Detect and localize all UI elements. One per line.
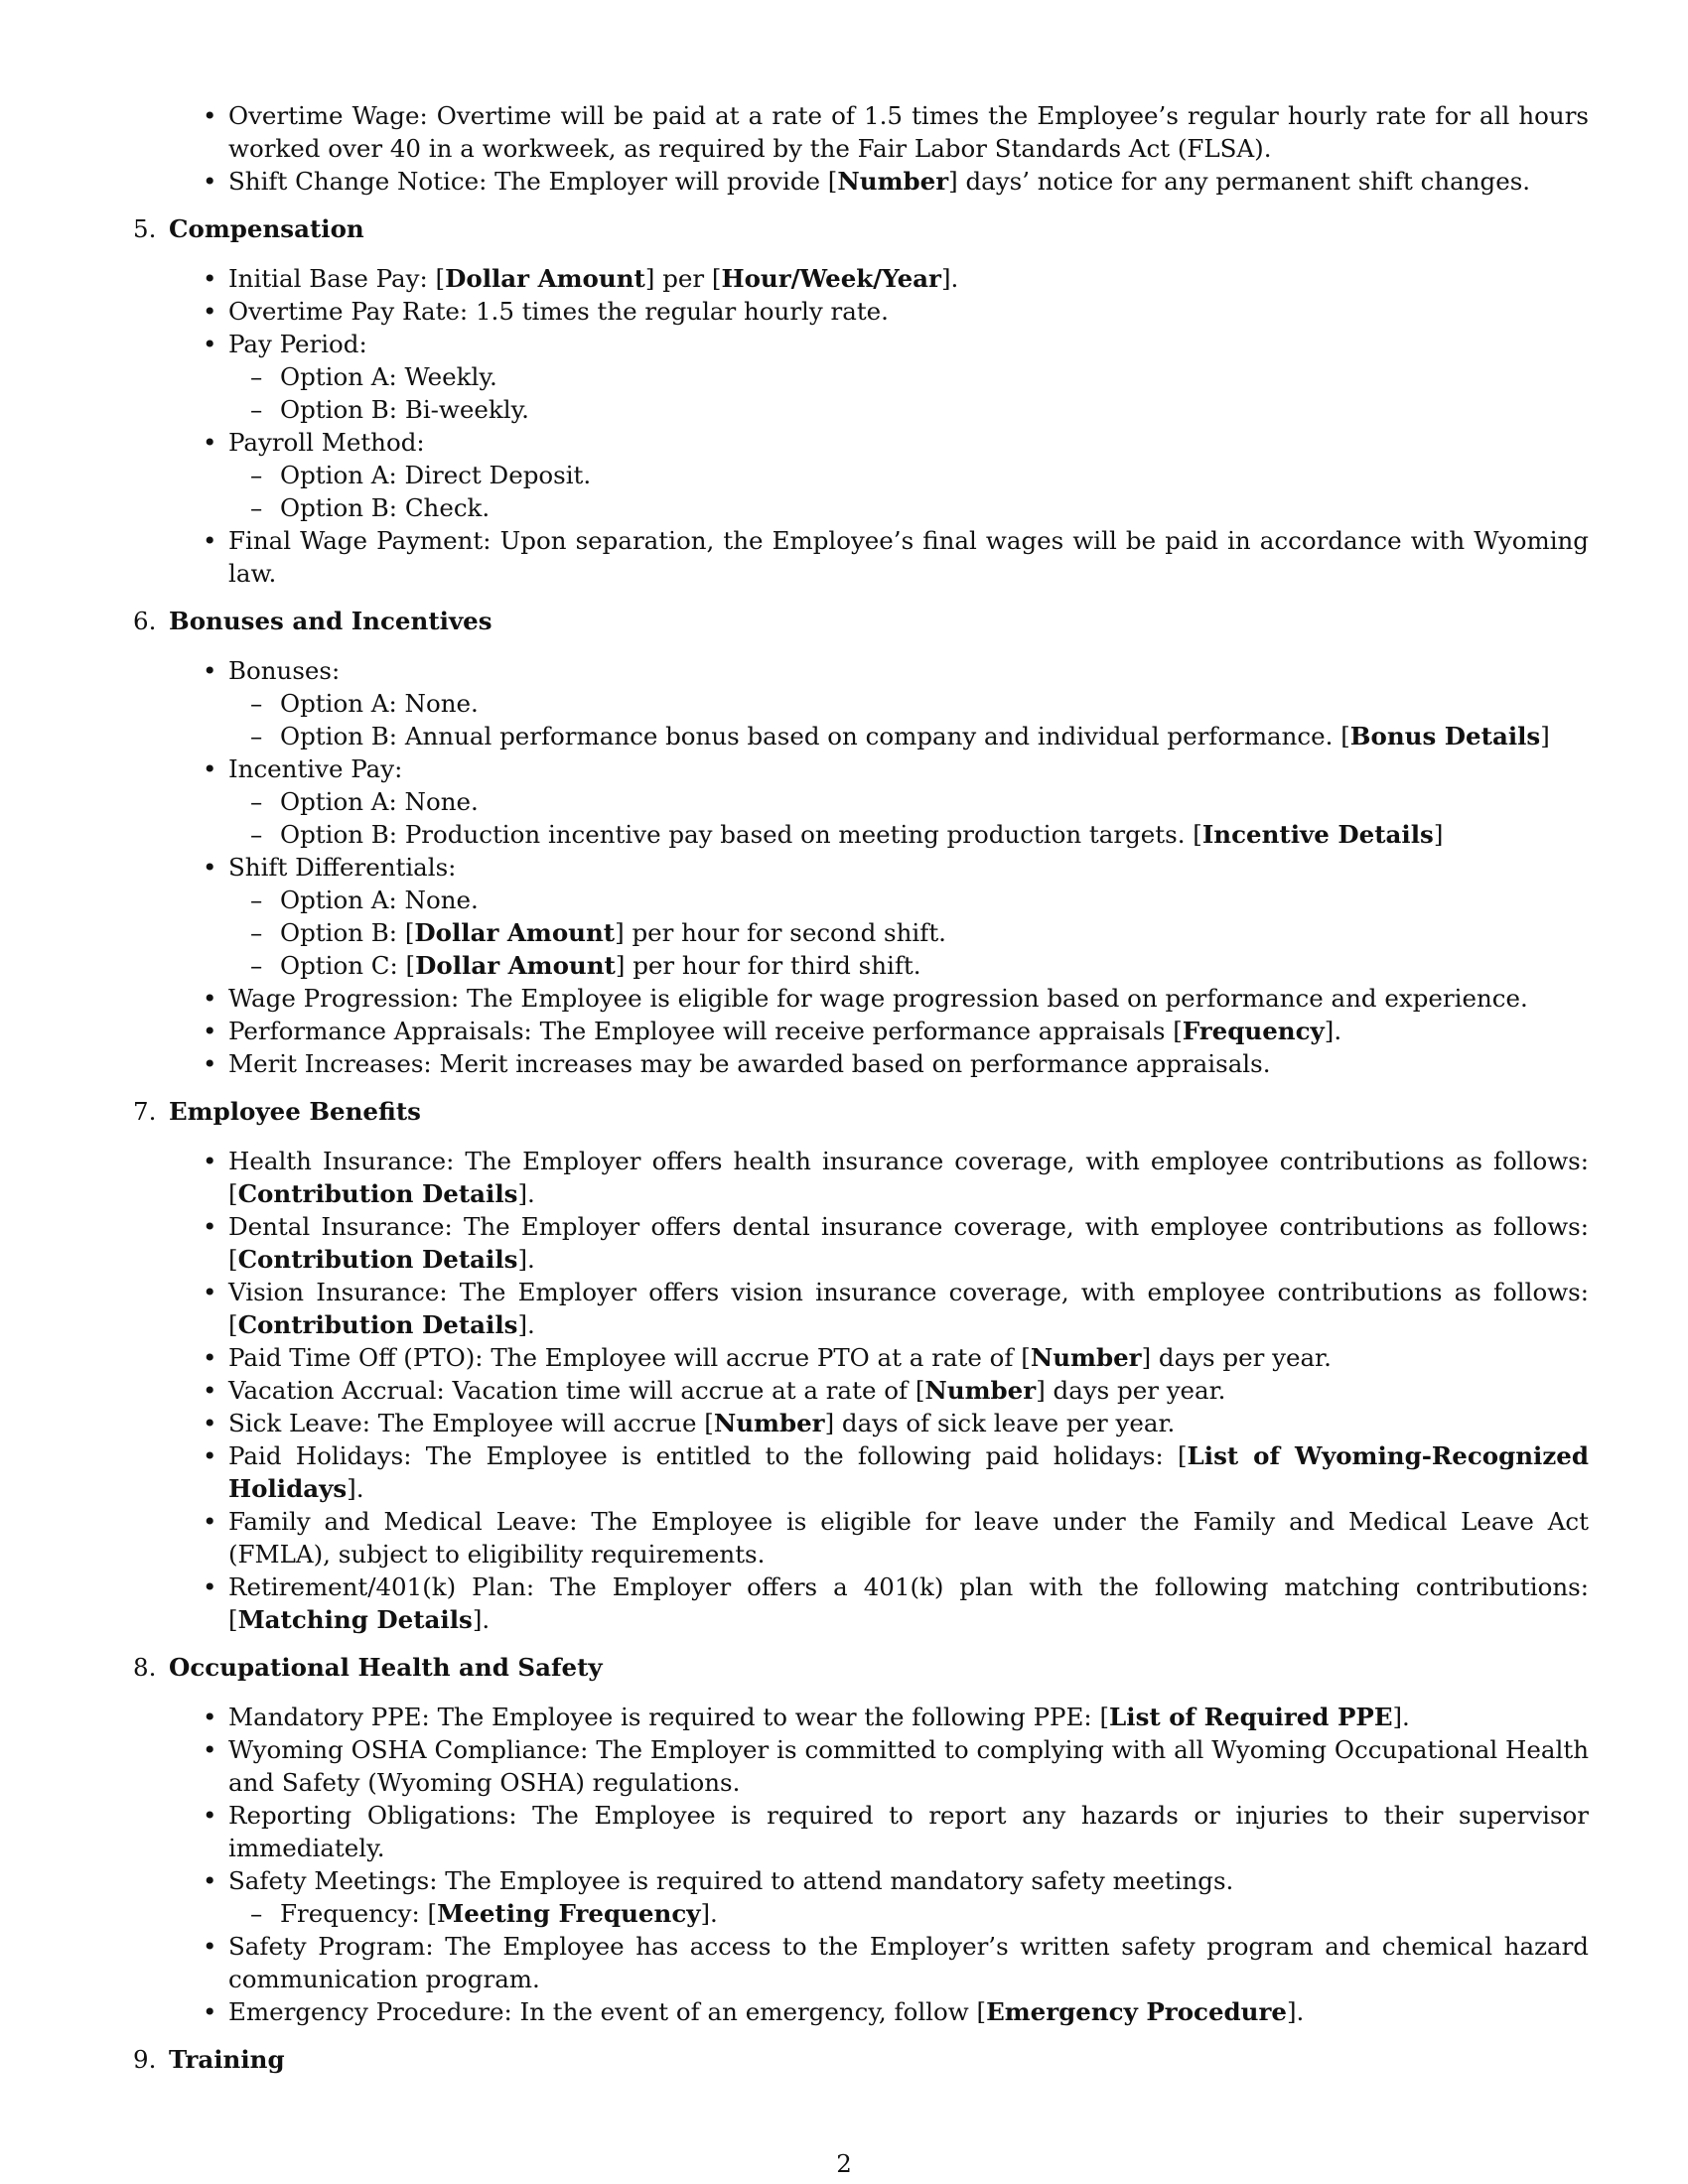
wage-progression-item: • Wage Progression: The Employee is eligible for wage progression based on performance and experience. bbox=[129, 982, 1589, 1015]
paid-holidays-item: • Paid Holidays: The Employee is entitled to the following paid holidays: [List of Wyoming-Recognized Holidays]. bbox=[129, 1439, 1589, 1505]
bonuses-item: • Bonuses: bbox=[129, 654, 1589, 687]
incentive-option-a: – Option A: None. bbox=[129, 785, 1589, 818]
shift-change-notice-item: • Shift Change Notice: The Employer will provide [Number] days’ notice for any permanent shift changes. bbox=[129, 165, 1589, 198]
shift-option-b: – Option B: [Dollar Amount] per hour for second shift. bbox=[129, 916, 1589, 949]
safety-list bbox=[129, 1701, 1589, 2028]
pay-period-item: • Pay Period: bbox=[129, 328, 1589, 360]
section-9-heading: 9. Training bbox=[133, 2045, 285, 2074]
page-number: 2 bbox=[836, 2149, 852, 2178]
sick-leave-item: • Sick Leave: The Employee will accrue [Number] days of sick leave per year. bbox=[129, 1407, 1589, 1439]
bonuses-option-a: – Option A: None. bbox=[129, 687, 1589, 720]
overtime-pay-rate-item: • Overtime Pay Rate: 1.5 times the regular hourly rate. bbox=[129, 295, 1589, 328]
mandatory-ppe-item: • Mandatory PPE: The Employee is required to wear the following PPE: [List of Required PPE]. bbox=[129, 1701, 1589, 1733]
merit-increases-item: • Merit Increases: Merit increases may be awarded based on performance appraisals. bbox=[129, 1047, 1589, 1080]
shift-option-a: – Option A: None. bbox=[129, 884, 1589, 916]
retirement-item: • Retirement/401(k) Plan: The Employer offers a 401(k) plan with the following matching contributions: [Matching Details]. bbox=[129, 1570, 1589, 1636]
osha-compliance-item: • Wyoming OSHA Compliance: The Employer is committed to complying with all Wyoming Occupational Health and Safety (Wyoming OSHA) regulations. bbox=[129, 1733, 1589, 1799]
payroll-method-item: • Payroll Method: bbox=[129, 426, 1589, 459]
bonuses-list bbox=[129, 654, 1589, 1080]
pto-item: • Paid Time Off (PTO): The Employee will accrue PTO at a rate of [Number] days per year. bbox=[129, 1341, 1589, 1374]
shift-option-c: – Option C: [Dollar Amount] per hour for third shift. bbox=[129, 949, 1589, 982]
bonuses-option-b: – Option B: Annual performance bonus based on company and individual performance. [Bonus Details] bbox=[129, 720, 1589, 752]
safety-program-item: • Safety Program: The Employee has access to the Employer’s written safety program and chemical hazard communication program. bbox=[129, 1930, 1589, 1995]
compensation-list bbox=[129, 262, 1589, 590]
section-5-heading: 5. Compensation bbox=[133, 214, 364, 243]
vision-insurance-item: • Vision Insurance: The Employer offers vision insurance coverage, with employee contributions as follows: [Contribution Details]. bbox=[129, 1276, 1589, 1341]
incentive-option-b: – Option B: Production incentive pay based on meeting production targets. [Incentive Details] bbox=[129, 818, 1589, 851]
final-wage-payment-item: • Final Wage Payment: Upon separation, the Employee’s final wages will be paid in accordance with Wyoming law. bbox=[129, 524, 1589, 590]
fmla-item: • Family and Medical Leave: The Employee is eligible for leave under the Family and Medical Leave Act (FMLA), subject to eligibility requirements. bbox=[129, 1505, 1589, 1570]
section-8-heading: 8. Occupational Health and Safety bbox=[133, 1653, 603, 1682]
incentive-pay-item: • Incentive Pay: bbox=[129, 752, 1589, 785]
payroll-option-a: – Option A: Direct Deposit. bbox=[129, 459, 1589, 491]
dental-insurance-item: • Dental Insurance: The Employer offers dental insurance coverage, with employee contributions as follows: [Contribution Details]. bbox=[129, 1210, 1589, 1276]
meeting-frequency-subitem: – Frequency: [Meeting Frequency]. bbox=[129, 1897, 1589, 1930]
emergency-procedure-item: • Emergency Procedure: In the event of an emergency, follow [Emergency Procedure]. bbox=[129, 1995, 1589, 2028]
section-6-heading: 6. Bonuses and Incentives bbox=[133, 607, 492, 635]
pay-period-option-a: – Option A: Weekly. bbox=[129, 360, 1589, 393]
vacation-accrual-item: • Vacation Accrual: Vacation time will accrue at a rate of [Number] days per year. bbox=[129, 1374, 1589, 1407]
shift-differentials-item: • Shift Differentials: bbox=[129, 851, 1589, 884]
section-4-continued-list bbox=[129, 99, 1589, 198]
reporting-obligations-item: • Reporting Obligations: The Employee is required to report any hazards or injuries to their supervisor immediately. bbox=[129, 1799, 1589, 1864]
performance-appraisals-item: • Performance Appraisals: The Employee will receive performance appraisals [Frequency]. bbox=[129, 1015, 1589, 1047]
initial-base-pay-item: • Initial Base Pay: [Dollar Amount] per [Hour/Week/Year]. bbox=[129, 262, 1589, 295]
document-page bbox=[129, 99, 1589, 2093]
section-7-heading: 7. Employee Benefits bbox=[133, 1097, 421, 1126]
safety-meetings-item: • Safety Meetings: The Employee is required to attend mandatory safety meetings. bbox=[129, 1864, 1589, 1897]
overtime-wage-item: • Overtime Wage: Overtime will be paid at a rate of 1.5 times the Employee’s regular hourly rate for all hours worked over 40 in a workweek, as required by the Fair Labor Standards Act (FLSA). bbox=[129, 99, 1589, 165]
benefits-list bbox=[129, 1145, 1589, 1636]
pay-period-option-b: – Option B: Bi-weekly. bbox=[129, 393, 1589, 426]
health-insurance-item: • Health Insurance: The Employer offers health insurance coverage, with employee contributions as follows: [Contribution Details]. bbox=[129, 1145, 1589, 1210]
payroll-option-b: – Option B: Check. bbox=[129, 491, 1589, 524]
